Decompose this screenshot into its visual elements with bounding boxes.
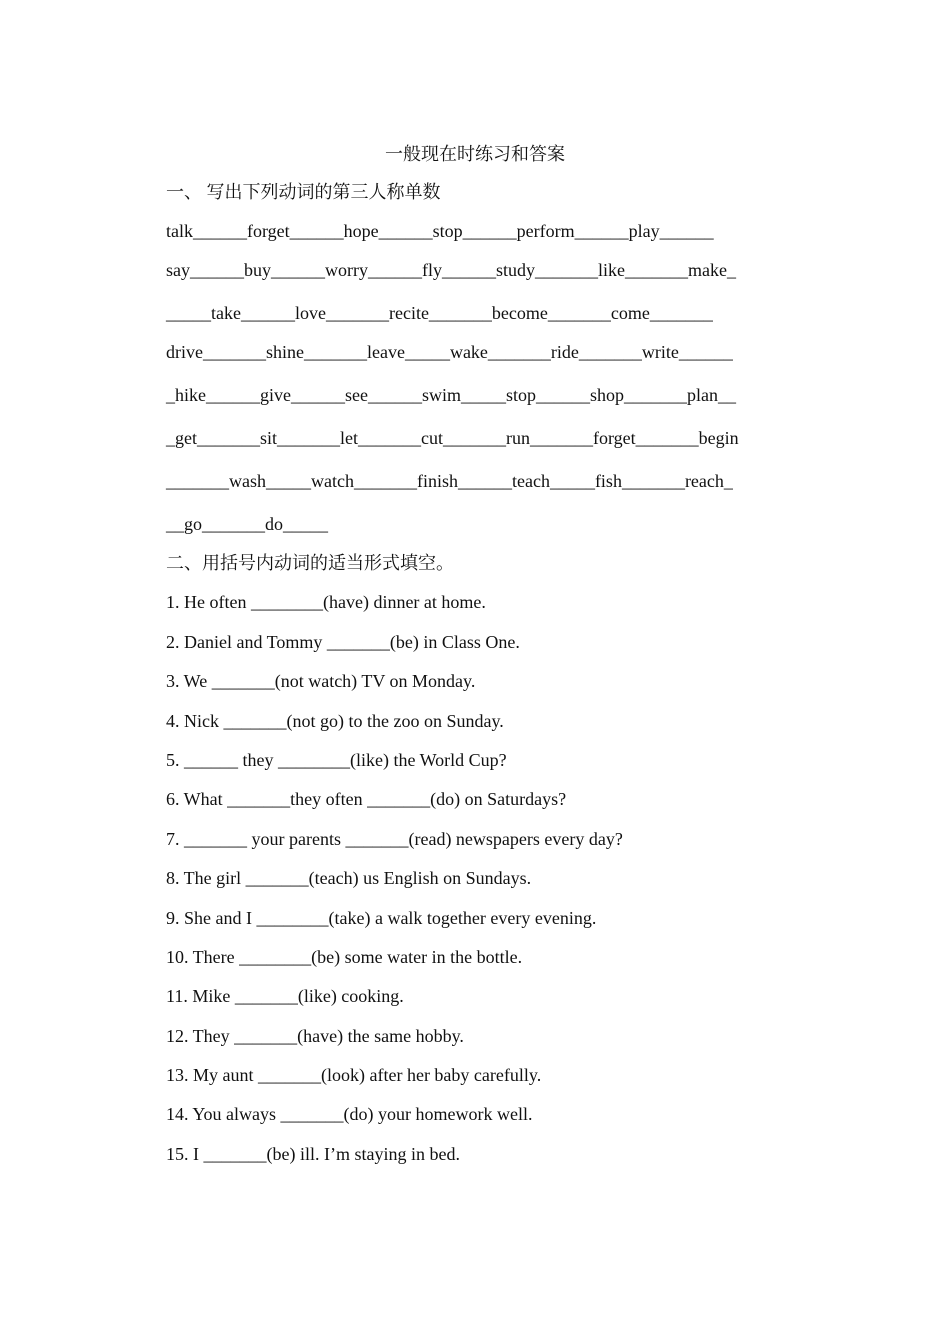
exercise-item-5: 5. ______ they ________(like) the World Cup? [166,749,507,770]
document-body [166,180,866,1181]
section2-heading: 二、用括号内动词的适当形式填空。 [166,553,454,573]
section1-heading: 一、 写出下列动词的第三人称单数 [166,182,441,202]
exercise-item-3: 3. We _______(not watch) TV on Monday. [166,671,476,692]
exercise-item-15: 15. I _______(be) ill. I’m staying in bed. [166,1143,460,1164]
exercise-item-9: 9. She and I ________(take) a walk together every evening. [166,907,597,928]
exercise-item-6: 6. What _______they often _______(do) on Saturdays? [166,789,567,810]
exercise-item-10: 10. There ________(be) some water in the bottle. [166,946,523,967]
verb-line-8: __go_______do_____ [166,514,328,534]
exercise-item-13: 13. My aunt _______(look) after her baby carefully. [166,1065,542,1086]
document-title: 一般现在时练习和答案 [385,144,565,164]
verb-line-3: _____take______love_______recite_______become_______come_______ [166,303,713,323]
verb-line-4: drive_______shine_______leave_____wake_______ride_______write______ [166,342,733,362]
exercise-item-11: 11. Mike _______(like) cooking. [166,986,404,1007]
verb-line-7: _______wash_____watch_______finish______teach_____fish_______reach_ [166,471,733,491]
exercise-item-2: 2. Daniel and Tommy _______(be) in Class One. [166,631,520,652]
verb-line-6: _get_______sit_______let_______cut_______run_______forget_______begin [166,428,739,448]
exercise-item-8: 8. The girl _______(teach) us English on Sundays. [166,868,532,889]
exercise-item-7: 7. _______ your parents _______(read) newspapers every day? [166,828,623,849]
exercise-item-4: 4. Nick _______(not go) to the zoo on Sunday. [166,710,504,731]
verb-line-1: talk______forget______hope______stop______perform______play______ [166,221,714,241]
exercise-item-14: 14. You always _______(do) your homework well. [166,1104,533,1125]
exercise-item-12: 12. They _______(have) the same hobby. [166,1025,464,1046]
exercise-item-1: 1. He often ________(have) dinner at home. [166,592,486,613]
verb-line-5: _hike______give______see______swim_____stop______shop_______plan__ [166,385,736,405]
verb-line-2: say______buy______worry______fly______study_______like_______make_ [166,260,736,280]
